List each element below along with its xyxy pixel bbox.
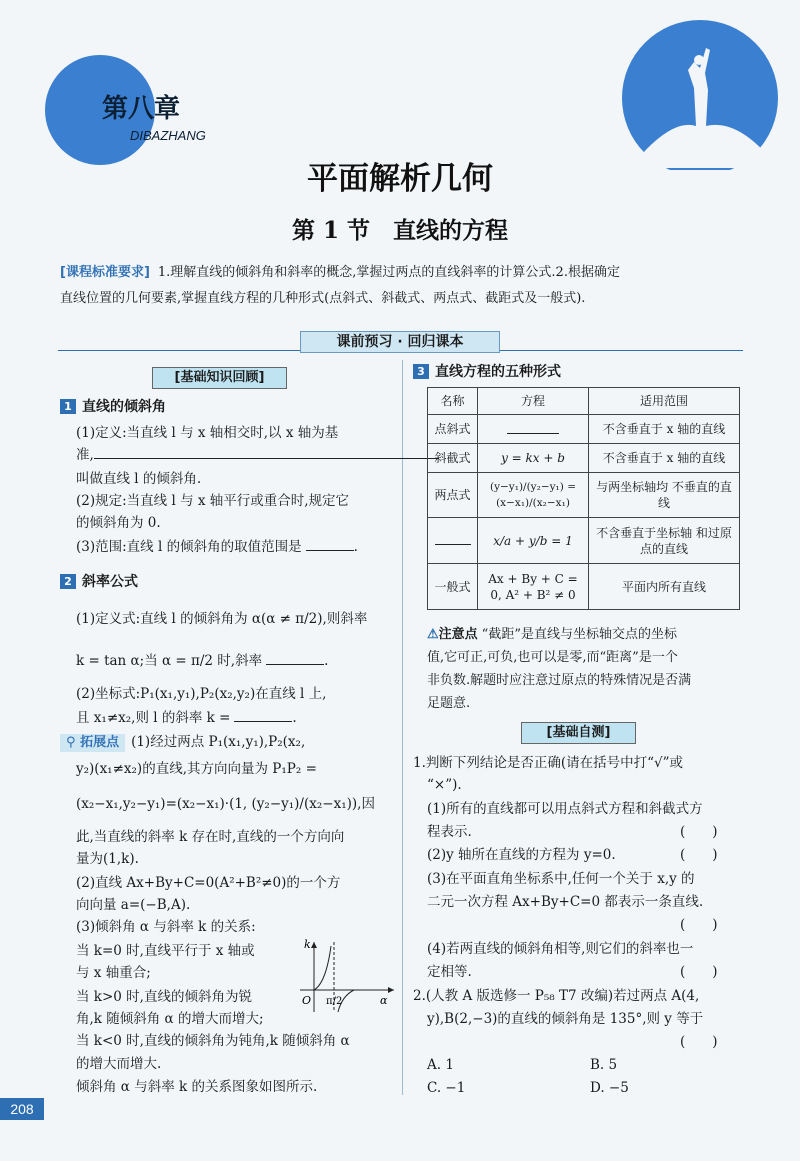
text-line: (2)坐标式:P₁(x₁,y₁),P₂(x₂,y₂)在直线 l 上, xyxy=(76,686,327,702)
table-cell: 不含垂直于 x 轴的直线 xyxy=(589,444,740,473)
answer-paren[interactable]: ( ) xyxy=(680,964,718,980)
text-line: 向向量 a=(−B,A). xyxy=(76,897,191,913)
review-title: [基础知识回顾] xyxy=(152,367,287,389)
note-label: 注意点 xyxy=(438,627,478,642)
standard-line2: 直线位置的几何要素,掌握直线方程的几种形式(点斜式、斜截式、两点式、截距式及一般式). xyxy=(60,291,586,306)
blank xyxy=(234,709,292,722)
section-title-3: 直线方程的五种形式 xyxy=(435,364,561,380)
standard-label: [课程标准要求] xyxy=(60,265,150,280)
table-cell: 平面内所有直线 xyxy=(589,564,740,610)
table-cell: y = kx + b xyxy=(478,444,589,473)
text-line: 当 k=0 时,直线平行于 x 轴或 xyxy=(76,943,255,959)
warning-icon: ⚠ xyxy=(427,627,439,642)
section-number-1: 1 xyxy=(60,399,76,414)
text-line: (1)定义式:直线 l 的倾斜角为 α(α ≠ π/2),则斜率 xyxy=(76,611,368,627)
text-line: (3)范围:直线 l 的倾斜角的取值范围是 xyxy=(76,539,302,555)
blank xyxy=(435,532,471,545)
table-header: 名称 xyxy=(428,388,478,415)
blank xyxy=(306,538,354,551)
note-line: 值,它可正,可负,也可以是零,而“距离”是一个 xyxy=(427,650,678,665)
location-icon: ⚲ xyxy=(66,735,81,750)
table-cell: 不含垂直于坐标轴 和过原点的直线 xyxy=(589,518,740,564)
text-line: 且 x₁≠x₂,则 l 的斜率 k = xyxy=(76,710,231,726)
option-b[interactable]: B. 5 xyxy=(590,1057,618,1073)
option-a[interactable]: A. 1 xyxy=(427,1057,454,1073)
table-cell: 与两坐标轴均 不垂直的直线 xyxy=(589,473,740,518)
text-line: 准, xyxy=(76,447,94,463)
question-line: 定相等. xyxy=(427,964,472,980)
table-cell: 斜截式 xyxy=(428,444,478,473)
forms-table xyxy=(427,387,740,610)
question-line: (2)y 轴所在直线的方程为 y=0. xyxy=(427,847,616,863)
text-line: 与 x 轴重合; xyxy=(76,965,151,981)
k-alpha-graph xyxy=(290,938,400,1014)
question-line: (3)在平面直角坐标系中,任何一个关于 x,y 的 xyxy=(427,871,695,887)
page-number: 208 xyxy=(0,1098,44,1120)
note-line: “截距”是直线与坐标轴交点的坐标 xyxy=(481,627,677,642)
section-title-1: 直线的倾斜角 xyxy=(82,399,166,415)
table-header: 适用范围 xyxy=(589,388,740,415)
text-line: . xyxy=(324,653,329,669)
blank xyxy=(507,421,559,434)
graph-pi2-label: π/2 xyxy=(326,996,343,1007)
blank xyxy=(94,446,439,459)
text-line: (x₂−x₁,y₂−y₁)=(x₂−x₁)·(1, (y₂−y₁)/(x₂−x₁)),因 xyxy=(76,796,375,812)
text-line: . xyxy=(353,539,358,555)
text-line: 的增大而增大. xyxy=(76,1056,162,1072)
table-cell xyxy=(478,415,589,444)
text-line: 的倾斜角为 0. xyxy=(76,515,161,531)
question-line: 二元一次方程 Ax+By+C=0 都表示一条直线. xyxy=(427,894,704,910)
extension-badge xyxy=(60,734,125,752)
question-line: 1.判断下列结论是否正确(请在括号中打“√”或 xyxy=(413,755,684,771)
text-line: k = tan α;当 α = π/2 时,斜率 xyxy=(76,653,263,669)
self-test-title: [基础自测] xyxy=(521,722,636,744)
section-title: 第 1 节 直线的方程 xyxy=(291,217,509,244)
question-line: 程表示. xyxy=(427,824,472,840)
table-cell: Ax + By + C = 0, A² + B² ≠ 0 xyxy=(478,564,589,610)
text-line: 量为(1,k). xyxy=(76,851,139,867)
answer-paren[interactable]: ( ) xyxy=(680,847,718,863)
extension-label: 拓展点 xyxy=(80,735,120,750)
chapter-title: 第八章 xyxy=(102,94,181,124)
statue-illustration xyxy=(610,18,786,170)
question-line: y),B(2,−3)的直线的倾斜角是 135°,则 y 等于 xyxy=(427,1011,704,1027)
note-line: 足题意. xyxy=(427,696,471,711)
text-line: (1)经过两点 P₁(x₁,y₁),P₂(x₂, xyxy=(131,734,306,750)
question-line: 2.(人教 A 版选修一 P₅₈ T7 改编)若过两点 A(4, xyxy=(413,988,700,1004)
column-divider xyxy=(402,360,403,1095)
table-cell: 一般式 xyxy=(428,564,478,610)
answer-paren[interactable]: ( ) xyxy=(680,917,718,933)
banner: 课前预习 · 回归课本 xyxy=(300,331,500,353)
question-line: “×”). xyxy=(427,777,462,793)
table-cell: 两点式 xyxy=(428,473,478,518)
graph-origin-label: O xyxy=(302,994,312,1007)
question-line: (4)若两直线的倾斜角相等,则它们的斜率也一 xyxy=(427,941,694,957)
text-line: (3)倾斜角 α 与斜率 k 的关系: xyxy=(76,919,256,935)
text-line: 角,k 随倾斜角 α 的增大而增大; xyxy=(76,1011,264,1027)
blank xyxy=(266,652,324,665)
text-line: (1)定义:当直线 l 与 x 轴相交时,以 x 轴为基 xyxy=(76,425,339,441)
graph-alpha-label: α xyxy=(380,994,388,1007)
text-line: y₂)(x₁≠x₂)的直线,其方向向量为 P₁P₂ = xyxy=(76,761,317,777)
text-line: 当 k<0 时,直线的倾斜角为钝角,k 随倾斜角 α xyxy=(76,1033,350,1049)
table-cell: 点斜式 xyxy=(428,415,478,444)
section-title-2: 斜率公式 xyxy=(82,574,138,590)
standard-line1: 1.理解直线的倾斜角和斜率的概念,掌握过两点的直线斜率的计算公式.2.根据确定 xyxy=(157,265,620,280)
answer-paren[interactable]: ( ) xyxy=(680,824,718,840)
table-cell: 不含垂直于 x 轴的直线 xyxy=(589,415,740,444)
option-c[interactable]: C. −1 xyxy=(427,1080,466,1096)
text-line: (2)直线 Ax+By+C=0(A²+B²≠0)的一个方 xyxy=(76,875,341,891)
text-line: . xyxy=(292,710,297,726)
table-header: 方程 xyxy=(478,388,589,415)
text-line: 叫做直线 l 的倾斜角. xyxy=(76,471,202,487)
text-line: 此,当直线的斜率 k 存在时,直线的一个方向向 xyxy=(76,829,345,845)
text-line: 倾斜角 α 与斜率 k 的关系图象如图所示. xyxy=(76,1079,318,1095)
table-cell xyxy=(428,518,478,564)
text-line: (2)规定:当直线 l 与 x 轴平行或重合时,规定它 xyxy=(76,493,350,509)
graph-k-label: k xyxy=(304,938,311,951)
note-line: 非负数.解题时应注意过原点的特殊情况是否满 xyxy=(427,673,692,688)
page-title: 平面解析几何 xyxy=(307,161,493,197)
table-cell: x/a + y/b = 1 xyxy=(478,518,589,564)
section-number-3: 3 xyxy=(413,364,429,379)
text-line: 当 k>0 时,直线的倾斜角为锐 xyxy=(76,989,252,1005)
question-line: (1)所有的直线都可以用点斜式方程和斜截式方 xyxy=(427,801,703,817)
option-d[interactable]: D. −5 xyxy=(590,1080,629,1096)
chapter-pinyin: DIBAZHANG xyxy=(130,128,206,143)
section-number-2: 2 xyxy=(60,574,76,589)
table-cell: (y−y₁)/(y₂−y₁) = (x−x₁)/(x₂−x₁) xyxy=(478,473,589,518)
answer-paren[interactable]: ( ) xyxy=(680,1034,718,1050)
